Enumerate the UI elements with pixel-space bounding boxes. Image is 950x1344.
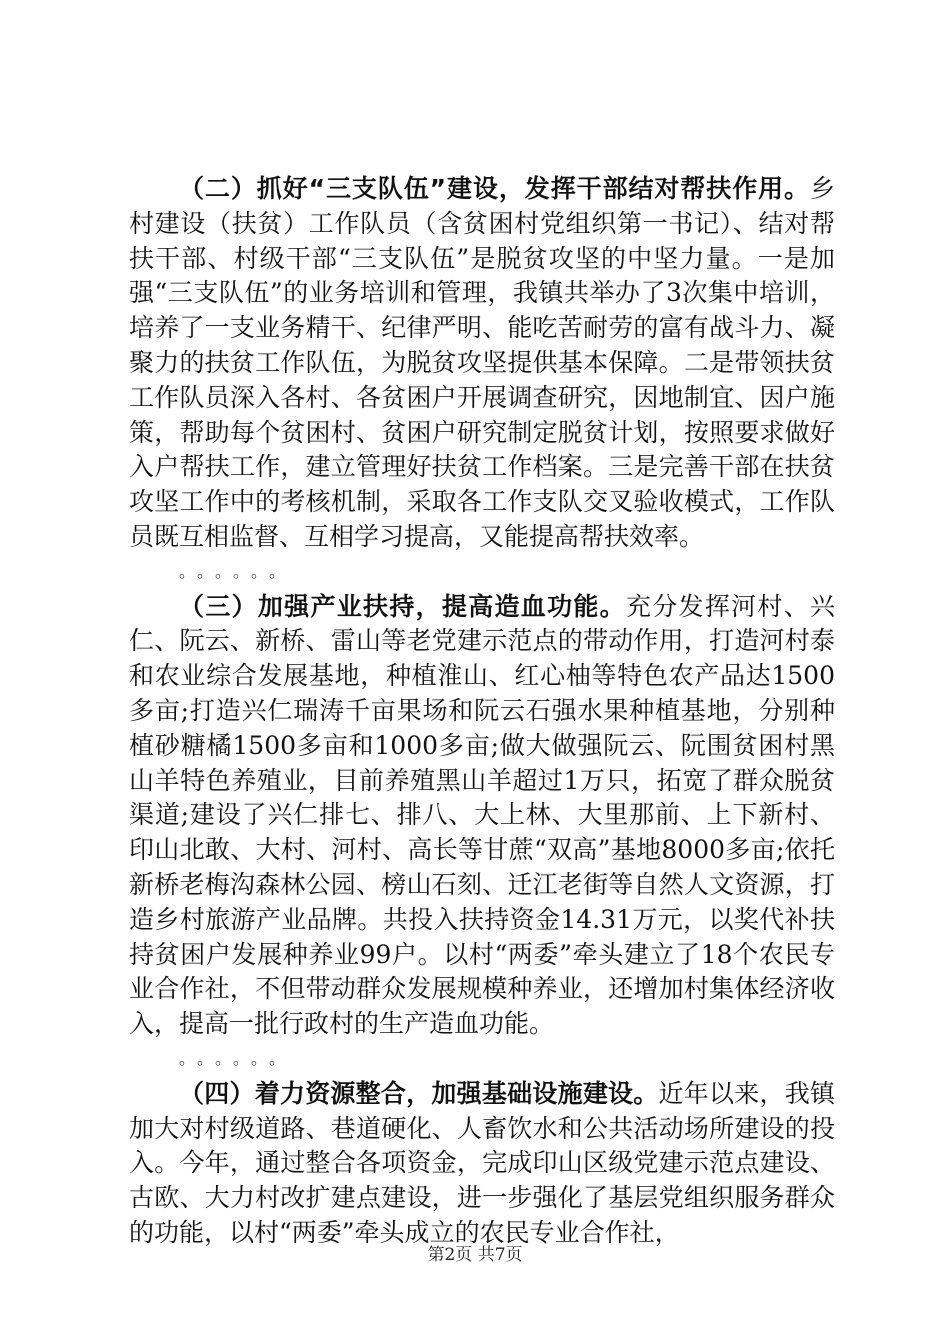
document-body bbox=[129, 172, 835, 1251]
section-3-paragraph bbox=[129, 590, 835, 1042]
section-3-body: 充分发挥河村、兴仁、阮云、新桥、雷山等老党建示范点的带动作用，打造河村泰和农业综合发展基地，种植淮山、红心柚等特色农产品达1500多亩;打造兴仁瑞涛千亩果场和阮云石强水果种植基地，分别种植砂糖橘1500多亩和1000多亩;做大做强阮云、阮围贫困村黑山羊特色养殖业，目前养殖黑山羊超过1万只，拓宽了群众脱贫渠道;建设了兴仁排七、排八、大上林、大里那前、上下新村、印山北敢、大村、河村、高长等甘蔗“双高”基地8000多亩;依托新桥老梅沟森林公园、榜山石刻、迁江老街等自然人文资源，打造乡村旅游产业品牌。共投入扶持资金14.31万元，以奖代补扶持贫困户发展种养业99户。以村“两委”牵头建立了18个农民专业合作社，不但带动群众发展规模种养业，还增加村集体经济收入，提高一批行政村的生产造血功能。 bbox=[129, 591, 835, 1039]
page-number-footer: 第2页 共7页 bbox=[427, 1245, 523, 1265]
section-4-heading: （四）着力资源整合，加强基础设施建设。 bbox=[179, 1078, 659, 1108]
section-separator: 。。。。。。 bbox=[179, 561, 296, 581]
section-4-body: 近年以来，我镇加大对村级道路、巷道硬化、人畜饮水和公共活动场所建设的投入。今年，通过整合各项资金，完成印山区级党建示范点建设、古欧、大力村改扩建点建设，进一步强化了基层党组织服务群众的功能，以村“两委”牵头成立的农民专业合作社， bbox=[129, 1078, 835, 1247]
section-2-body: 乡村建设（扶贫）工作队员（含贫困村党组织第一书记）、结对帮扶干部、村级干部“三支队伍”是脱贫攻坚的中坚力量。一是加强“三支队伍”的业务培训和管理，我镇共举办了3次集中培训，培养了一支业务精干、纪律严明、能吃苦耐劳的富有战斗力、凝聚力的扶贫工作队伍，为脱贫攻坚提供基本保障。二是带领扶贫工作队员深入各村、各贫困户开展调查研究，因地制宜、因户施策，帮助每个贫困村、贫困户研究制定脱贫计划，按照要求做好入户帮扶工作，建立管理好扶贫工作档案。三是完善干部在扶贫攻坚工作中的考核机制，采取各工作支队交叉验收模式，工作队员既互相监督、互相学习提高，又能提高帮扶效率。 bbox=[129, 174, 835, 551]
section-separator: 。。。。。。 bbox=[179, 1048, 296, 1068]
section-3-heading: （三）加强产业扶持，提高造血功能。 bbox=[179, 591, 626, 621]
section-4-paragraph bbox=[129, 1077, 835, 1251]
section-2-paragraph bbox=[129, 172, 835, 555]
section-2-heading: （二）抓好“三支队伍”建设，发挥干部结对帮扶作用。 bbox=[179, 174, 810, 203]
